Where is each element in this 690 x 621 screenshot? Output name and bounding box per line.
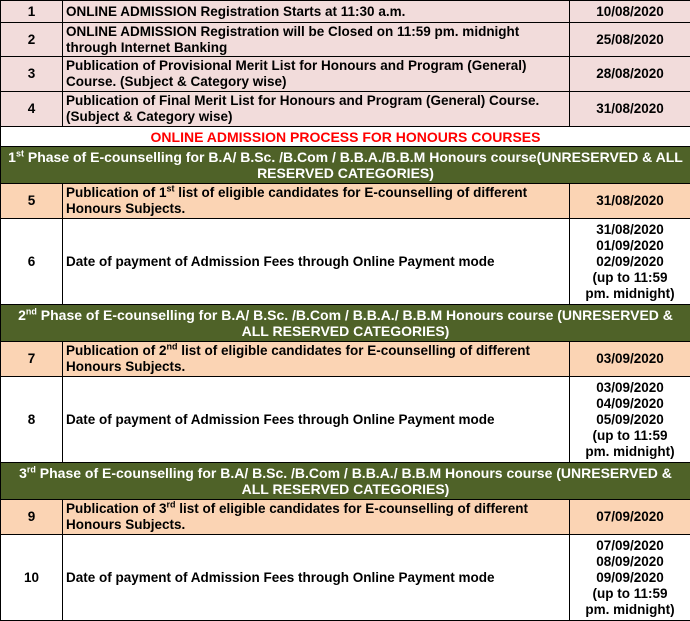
phase-number: 3 xyxy=(19,465,27,481)
schedule-row xyxy=(1,219,690,305)
row-date: 10/08/2020 xyxy=(570,1,690,23)
section-title: ONLINE ADMISSION PROCESS FOR HONOURS COURSES xyxy=(1,127,690,147)
schedule-row xyxy=(1,500,690,535)
row-date: 07/09/2020 xyxy=(570,500,690,535)
row-description: Publication of 2nd list of eligible candidates for E-counselling of different Honours Subjects. xyxy=(63,342,570,377)
row-dates: 31/08/2020 01/09/2020 02/09/2020 (up to 11:59 pm. midnight) xyxy=(570,219,690,305)
row-date: 03/09/2020 xyxy=(570,342,690,377)
phase-number: 1 xyxy=(8,149,16,165)
schedule-row xyxy=(1,184,690,219)
row-number: 7 xyxy=(1,342,63,377)
row-date: 25/08/2020 xyxy=(570,23,690,57)
row-date: 31/08/2020 xyxy=(570,184,690,219)
row-number: 6 xyxy=(1,219,63,305)
schedule-row xyxy=(1,57,690,92)
phase-title xyxy=(1,147,690,184)
phase-ordinal: st xyxy=(15,148,24,159)
schedule-row xyxy=(1,342,690,377)
row-dates: 07/09/2020 08/09/2020 09/09/2020 (up to 11:59 pm. midnight) xyxy=(570,535,690,621)
row-number: 8 xyxy=(1,377,63,463)
row-date: 31/08/2020 xyxy=(570,92,690,127)
row-number: 4 xyxy=(1,92,63,127)
row-description: Publication of 3rd list of eligible candidates for E-counselling of different Honours Subjects. xyxy=(63,500,570,535)
row-number: 3 xyxy=(1,57,63,92)
phase-title xyxy=(1,463,690,500)
row-description: ONLINE ADMISSION Registration will be Closed on 11:59 pm. midnight through Internet Banking xyxy=(63,23,570,57)
phase-heading-row xyxy=(1,463,690,500)
row-description: Publication of Provisional Merit List for Honours and Program (General) Course. (Subject & Category wise) xyxy=(63,57,570,92)
schedule-row xyxy=(1,377,690,463)
schedule-row xyxy=(1,535,690,621)
phase-title-text: Phase of E-counselling for B.A/ B.Sc. /B.Com / B.B.A./B.B.M Honours course(UNRESERVED & ALL RESERVED CATEGORIES) xyxy=(23,149,683,181)
row-description: Date of payment of Admission Fees through Online Payment mode xyxy=(63,377,570,463)
schedule-row xyxy=(1,23,690,57)
phase-ordinal: rd xyxy=(26,464,36,475)
row-description: Date of payment of Admission Fees through Online Payment mode xyxy=(63,535,570,621)
row-description: Publication of Final Merit List for Honours and Program (General) Course.(Subject & Category wise) xyxy=(63,92,570,127)
phase-title-text: Phase of E-counselling for B.A/ B.Sc. /B.Com / B.B.A./ B.B.M Honours course (UNRESERVED & ALL RESERVED CATEGORIES) xyxy=(35,465,672,497)
row-dates: 03/09/2020 04/09/2020 05/09/2020 (up to 11:59 pm. midnight) xyxy=(570,377,690,463)
section-heading-row xyxy=(1,127,690,147)
schedule-row xyxy=(1,1,690,23)
row-number: 1 xyxy=(1,1,63,23)
phase-heading-row xyxy=(1,147,690,184)
row-number: 10 xyxy=(1,535,63,621)
row-number: 2 xyxy=(1,23,63,57)
phase-number: 2 xyxy=(18,307,26,323)
phase-ordinal: nd xyxy=(25,306,37,317)
row-number: 5 xyxy=(1,184,63,219)
phase-title xyxy=(1,305,690,342)
row-date: 28/08/2020 xyxy=(570,57,690,92)
row-description: ONLINE ADMISSION Registration Starts at 11:30 a.m. xyxy=(63,1,570,23)
row-description: Publication of 1st list of eligible candidates for E-counselling of different Honours Subjects. xyxy=(63,184,570,219)
schedule-row xyxy=(1,92,690,127)
row-number: 9 xyxy=(1,500,63,535)
phase-heading-row xyxy=(1,305,690,342)
phase-title-text: Phase of E-counselling for B.A/ B.Sc. /B.Com / B.B.A./ B.B.M Honours course (UNRESERVED & ALL RESERVED CATEGORIES) xyxy=(36,307,673,339)
row-description: Date of payment of Admission Fees through Online Payment mode xyxy=(63,219,570,305)
